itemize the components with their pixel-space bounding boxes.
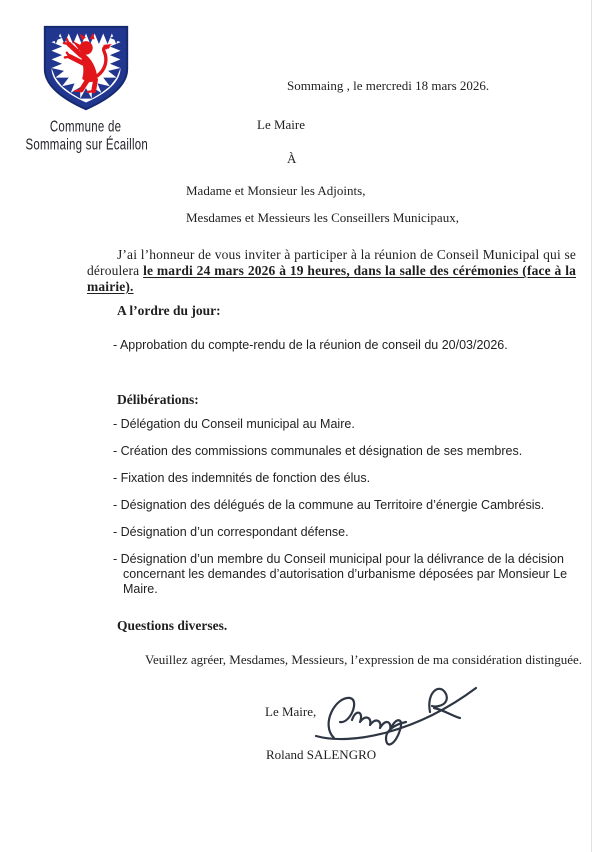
deliberation-item: - Fixation des indemnités de fonction des élus. (113, 471, 371, 485)
commune-name-line2: Sommaing sur Écaillon (25, 135, 149, 153)
agenda-heading: A l’ordre du jour: (117, 303, 221, 318)
signature-title: Le Maire, (265, 704, 317, 719)
dateline: Sommaing , le mercredi 18 mars 2026. (287, 78, 490, 93)
recipient-line: Madame et Monsieur les Adjoints, (186, 183, 366, 198)
agenda-item: - Approbation du compte-rendu de la réunion de conseil du 20/03/2026. (113, 338, 508, 352)
questions-heading: Questions diverses. (117, 618, 228, 633)
intro-line2-prefix: déroulera (87, 263, 144, 278)
meeting-date-place: le mardi 24 mars 2026 à 19 heures, dans la salle des cérémonies (face à la mairie). (87, 263, 577, 294)
addressee-marker: À (287, 151, 297, 166)
recipients (186, 183, 459, 237)
recipient-line: Mesdames et Messieurs les Conseillers Municipaux, (186, 210, 459, 225)
signature-icon (312, 672, 482, 750)
commune-crest (12, 22, 160, 154)
deliberation-item: - Désignation d’un membre du Conseil municipal pour la délivrance de la décision concernant les demandes d’autorisation d’urbanisme déposées par Monsieur Le Maire. (113, 552, 568, 596)
sender-title: Le Maire (257, 117, 306, 132)
closing-line: Veuillez agréer, Mesdames, Messieurs, l’expression de ma considération distinguée. (145, 652, 583, 667)
deliberations-heading: Délibérations: (117, 392, 199, 407)
intro-line-2 (87, 263, 576, 295)
deliberations-list (113, 417, 580, 609)
deliberation-item: - Désignation des délégués de la commune au Territoire d’énergie Cambrésis. (113, 498, 545, 512)
deliberation-item: - Délégation du Conseil municipal au Maire. (113, 417, 355, 431)
deliberation-item: - Création des commissions communales et désignation de ses membres. (113, 444, 523, 458)
deliberation-item: - Désignation d’un correspondant défense. (113, 525, 349, 539)
signatory-name: Roland SALENGRO (266, 747, 377, 762)
intro-paragraph (87, 247, 576, 295)
coat-of-arms-icon (38, 22, 134, 114)
scan-edge-artifact (591, 0, 592, 852)
intro-line-1: J’ai l’honneur de vous inviter à participer à la réunion de Conseil Municipal qui se (117, 247, 576, 262)
commune-name (12, 118, 160, 154)
commune-name-line1: Commune de (50, 117, 122, 135)
